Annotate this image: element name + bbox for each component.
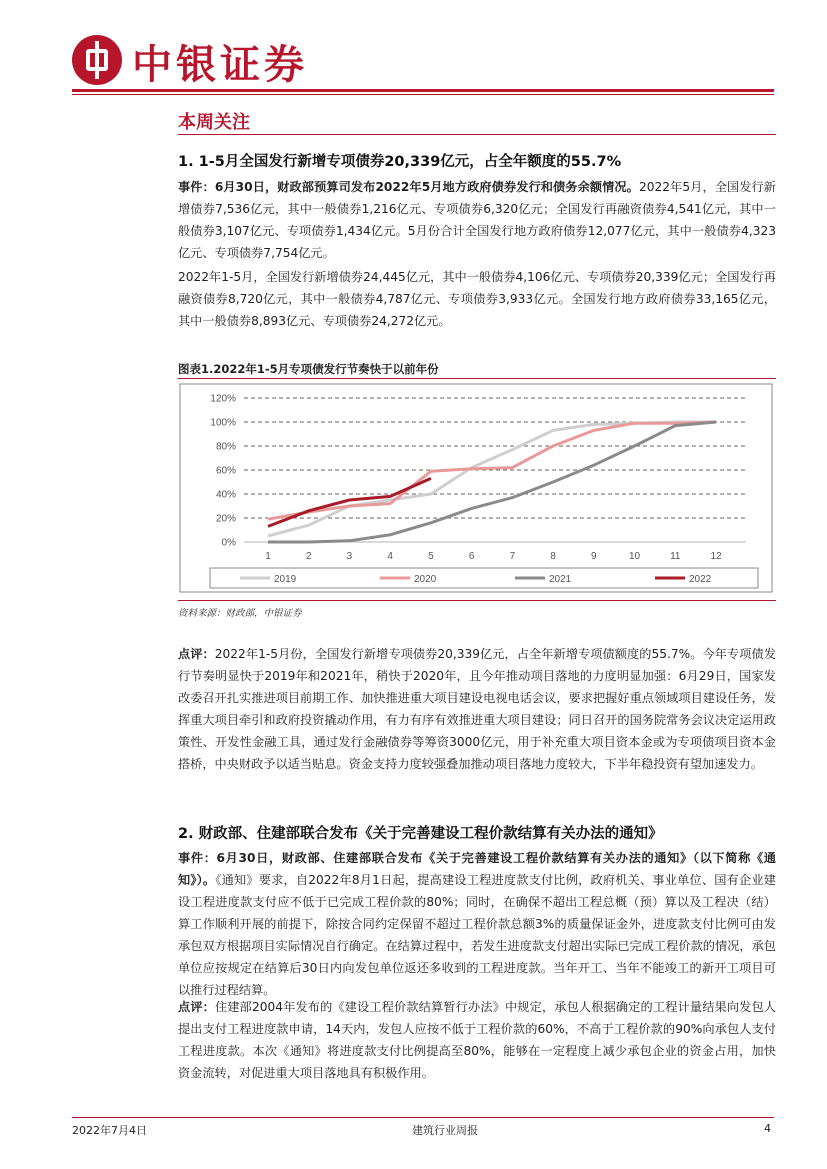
item2-comment — [178, 996, 776, 1084]
chart-top-rule — [178, 378, 776, 379]
item2-comment-text: 住建部2004年发布的《建设工程价款结算暂行办法》中规定，承包人根据确定的工程计量结果向发包人提出支付工程进度款申请，14天内，发包人应按不低于工程价款的60%，不高于工程价款的90%向承包人支付工程进度款。本次《通知》将进度款支付比例提高至80%，能够在一定程度上减少承包企业的资金占用，加快资金流转，对促进重大项目落地具有积极作用。 — [178, 1000, 777, 1080]
item2-heading: 2. 财政部、住建部联合发布《关于完善建设工程价款结算有关办法的通知》 — [178, 826, 663, 842]
footer-rule — [72, 1117, 774, 1118]
item2-event-text: 《通知》要求，自2022年8月1日起，提高建设工程进度款支付比例，政府机关、事业单位、国有企业建设工程进度款支付应不低于已完成工程价款的80%；同时，在确保不超出工程总概（预）算以及工程决（结）算工作顺利开展的前提下，除按合同约定保留不超过工程价款总额3%的质量保证金外，进度款支付比例可由发承包双方根据项目实际情况自行确定。在结算过程中，若发生进度款支付超出实际已完成工程价款的情况，承包单位应按规定在结算后30日内向发包单位返还多收到的工程进度款。当年开工、当年不能竣工的新开工项目可以推行过程结算。 — [178, 873, 776, 997]
x-tick-label: 2 — [305, 551, 312, 562]
x-tick-label: 1 — [265, 551, 271, 562]
chart-title: 图表1.2022年1-5月专项债发行节奏快于以前年份 — [178, 362, 439, 376]
x-tick-label: 6 — [468, 551, 475, 562]
y-tick-label: 0% — [221, 537, 236, 549]
x-tick-label: 11 — [670, 551, 681, 562]
y-tick-label: 100% — [210, 417, 236, 429]
section-title: 本周关注 — [178, 112, 250, 133]
item1-paragraph-2: 2022年1-5月，全国发行新增债券24,445亿元，其中一般债券4,106亿元、专项债券20,339亿元；全国发行再融资债券8,720亿元，其中一般债券4,787亿元、专项债券3,933亿元。全国发行地方政府债券33,165亿元，其中一般债券8,893亿元、专项债券24,272亿元。 — [178, 270, 776, 328]
x-tick-label: 4 — [387, 551, 393, 562]
item1-event-paragraph — [178, 176, 776, 264]
footer-date: 2022年7月4日 — [72, 1124, 147, 1137]
legend-label-2019: 2019 — [274, 574, 297, 585]
bank-logo-icon — [72, 35, 122, 85]
item1-comment — [178, 643, 776, 775]
x-tick-label: 12 — [710, 551, 722, 562]
x-tick-label: 10 — [628, 551, 641, 562]
legend-label-2020: 2020 — [414, 574, 437, 585]
line-chart — [178, 382, 776, 596]
item1-comment-lead: 点评： — [178, 647, 215, 661]
y-tick-label: 120% — [210, 393, 236, 405]
item2-comment-lead: 点评： — [178, 1000, 215, 1014]
x-tick-label: 3 — [346, 551, 353, 562]
item1-event-lead: 事件：6月30日，财政部预算司发布2022年5月地方政府债券发行和债务余额情况。 — [178, 180, 639, 194]
header-rule — [72, 89, 774, 92]
x-tick-label: 5 — [428, 551, 434, 562]
item2-event-paragraph — [178, 847, 776, 1001]
header-rule-thin — [72, 94, 774, 95]
page-number: 4 — [764, 1122, 771, 1135]
y-tick-label: 20% — [215, 513, 236, 525]
x-tick-label: 8 — [550, 551, 556, 562]
item1-heading: 1. 1-5月全国发行新增专项债券20,339亿元，占全年额度的55.7% — [178, 154, 622, 170]
y-tick-label: 60% — [215, 465, 236, 477]
y-tick-label: 80% — [215, 441, 236, 453]
item2-event-lead: 事件：6月30日，财政部、住建部联合发布《关于完善建设工程价款结算有关办法的通知》（以下简称《通知》）。 — [178, 851, 776, 887]
item1-event-text: 2022年5月，全国发行新增债券7,536亿元，其中一般债券1,216亿元、专项债券6,320亿元；全国发行再融资债券4,541亿元，其中一般债券3,107亿元、专项债券1,434亿元。5月份合计全国发行地方政府债券12,077亿元，其中一般债券4,323亿元、专项债券7,754亿元。 — [178, 180, 776, 260]
item1-comment-text: 2022年1-5月份，全国发行新增专项债券20,339亿元，占全年新增专项债额度的55.7%。今年专项债发行节奏明显快于2019年和2021年，稍快于2020年，且今年推动项目落地的力度明显加强：6月29日，国家发改委召开扎实推进项目前期工作、加快推进重大项目建设电视电话会议，要求把握好重点领域项目建设任务，发挥重大项目牵引和政府投资撬动作用，有力有序有效推进重大项目建设；同日召开的国务院常务会议决定运用政策性、开发性金融工具，通过发行金融债券等筹资3000亿元，用于补充重大项目资本金或为专项债项目资本金搭桥，中央财政予以适当贴息。资金支持力度较强叠加推动项目落地力度较大，下半年稳投资有望加速发力。 — [178, 647, 777, 771]
legend-label-2021: 2021 — [549, 574, 572, 585]
x-tick-label: 9 — [591, 551, 597, 562]
legend-label-2022: 2022 — [689, 574, 712, 585]
x-tick-label: 7 — [509, 551, 516, 562]
y-tick-label: 40% — [215, 489, 236, 501]
section-title-rule — [178, 134, 776, 135]
chart-source: 资料来源：财政部，中银证券 — [178, 608, 302, 619]
footer-title: 建筑行业周报 — [412, 1124, 478, 1137]
chart-bottom-rule — [178, 600, 776, 601]
brand-name: 中银证券 — [132, 42, 308, 88]
